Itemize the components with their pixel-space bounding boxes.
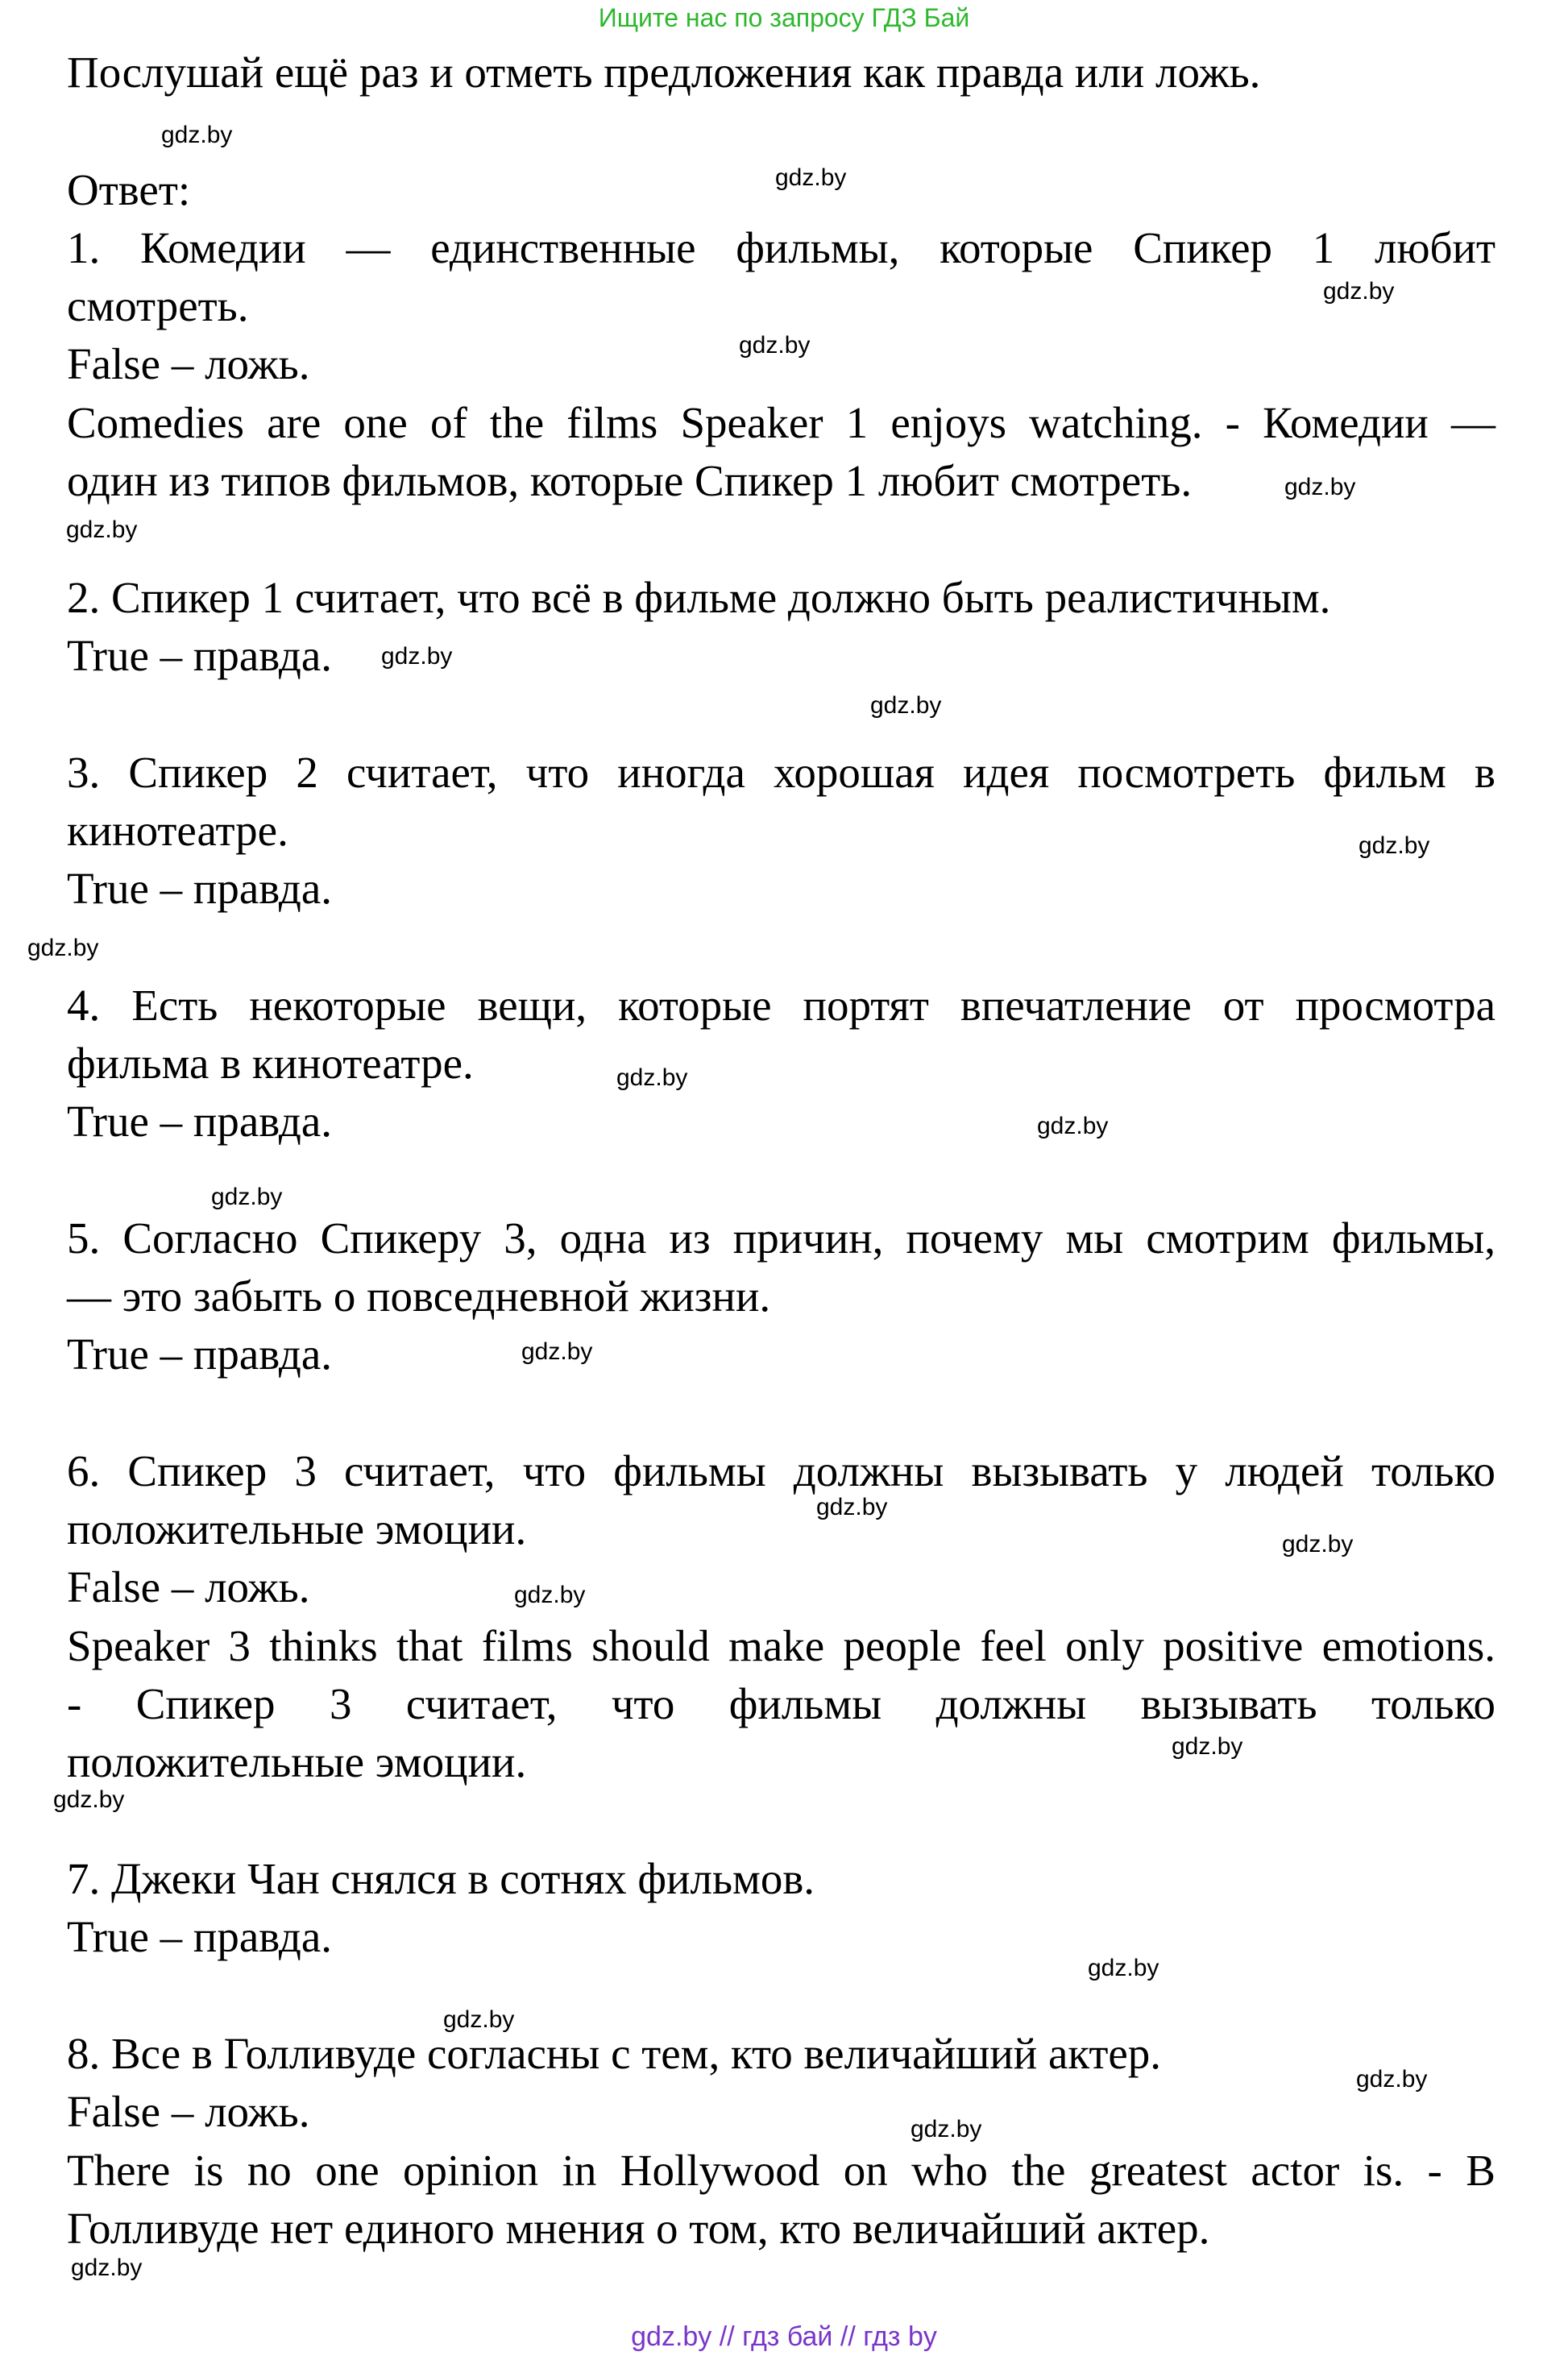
item-5-verdict: True – правда. bbox=[67, 1329, 332, 1379]
item-6-verdict: False – ложь. bbox=[67, 1562, 310, 1611]
item-5-question-cont: — это забыть о повседневной жизни. bbox=[67, 1271, 771, 1321]
item-6-comment: Speaker 3 thinks that films should make people feel only positive emotions. bbox=[67, 1621, 1495, 1670]
watermark: gdz.by bbox=[27, 935, 99, 961]
watermark: gdz.by bbox=[1037, 1113, 1109, 1139]
watermark: gdz.by bbox=[1356, 2066, 1428, 2093]
watermark: gdz.by bbox=[1359, 832, 1430, 859]
item-7-question: 7. Джеки Чан снялся в сотнях фильмов. bbox=[67, 1854, 815, 1903]
item-3-question: 3. Спикер 2 считает, что иногда хорошая идея посмотреть фильм в bbox=[67, 748, 1495, 797]
item-1-comment: Comedies are one of the films Speaker 1 enjoys watching. - Комедии — bbox=[67, 398, 1495, 447]
watermark: gdz.by bbox=[53, 1786, 125, 1813]
watermark: gdz.by bbox=[1323, 278, 1395, 305]
item-8-verdict: False – ложь. bbox=[67, 2087, 310, 2136]
item-3-verdict: True – правда. bbox=[67, 864, 332, 913]
watermark: gdz.by bbox=[66, 516, 138, 543]
watermark: gdz.by bbox=[514, 1582, 586, 1608]
item-5-question: 5. Согласно Спикеру 3, одна из причин, почему мы смотрим фильмы, bbox=[67, 1213, 1495, 1263]
item-1-verdict: False – ложь. bbox=[67, 339, 310, 388]
item-6-comment-cont-2: положительные эмоции. bbox=[67, 1737, 527, 1786]
watermark: gdz.by bbox=[1172, 1733, 1243, 1760]
watermark: gdz.by bbox=[443, 2006, 515, 2033]
item-1-comment-cont: один из типов фильмов, которые Спикер 1 любит смотреть. bbox=[67, 456, 1193, 505]
item-8-comment-cont: Голливуде нет единого мнения о том, кто величайший актер. bbox=[67, 2204, 1210, 2253]
task-instruction: Послушай ещё раз и отметь предложения как правда или ложь. bbox=[67, 48, 1261, 97]
item-2-question: 2. Спикер 1 считает, что всё в фильме должно быть реалистичным. bbox=[67, 573, 1331, 622]
watermark: gdz.by bbox=[739, 332, 811, 359]
watermark: gdz.by bbox=[1088, 1955, 1159, 1981]
watermark: gdz.by bbox=[211, 1184, 283, 1210]
item-3-question-cont: кинотеатре. bbox=[67, 806, 288, 855]
item-1-question: 1. Комедии — единственные фильмы, которые Спикер 1 любит bbox=[67, 223, 1495, 272]
watermark: gdz.by bbox=[381, 643, 453, 670]
watermark: gdz.by bbox=[1282, 1531, 1354, 1558]
item-6-question: 6. Спикер 3 считает, что фильмы должны вызывать у людей только bbox=[67, 1446, 1495, 1495]
item-1-question-cont: смотреть. bbox=[67, 281, 249, 330]
item-2-verdict: True – правда. bbox=[67, 631, 332, 680]
watermark: gdz.by bbox=[71, 2254, 143, 2281]
watermark: gdz.by bbox=[911, 2116, 982, 2142]
answer-label: Ответ: bbox=[67, 165, 191, 214]
watermark: gdz.by bbox=[616, 1064, 688, 1091]
item-8-question: 8. Все в Голливуде согласны с тем, кто величайший актер. bbox=[67, 2029, 1162, 2078]
watermark: gdz.by bbox=[161, 122, 233, 148]
item-6-question-cont: положительные эмоции. bbox=[67, 1504, 527, 1553]
item-4-question-cont: фильма в кинотеатре. bbox=[67, 1039, 474, 1088]
watermark: gdz.by bbox=[775, 164, 847, 191]
watermark: gdz.by bbox=[816, 1494, 888, 1520]
item-6-comment-cont: - Спикер 3 считает, что фильмы должны вызывать только bbox=[67, 1679, 1495, 1728]
footer-links[interactable]: gdz.by // гдз бай // гдз by bbox=[631, 2321, 937, 2352]
watermark: gdz.by bbox=[870, 692, 942, 719]
item-4-question: 4. Есть некоторые вещи, которые портят впечатление от просмотра bbox=[67, 981, 1495, 1030]
top-banner[interactable]: Ищите нас по запросу ГДЗ Бай bbox=[598, 3, 970, 32]
item-4-verdict: True – правда. bbox=[67, 1097, 332, 1146]
item-7-verdict: True – правда. bbox=[67, 1912, 332, 1961]
item-8-comment: There is no one opinion in Hollywood on who the greatest actor is. - В bbox=[67, 2146, 1495, 2195]
watermark: gdz.by bbox=[521, 1338, 593, 1365]
watermark: gdz.by bbox=[1284, 474, 1356, 500]
